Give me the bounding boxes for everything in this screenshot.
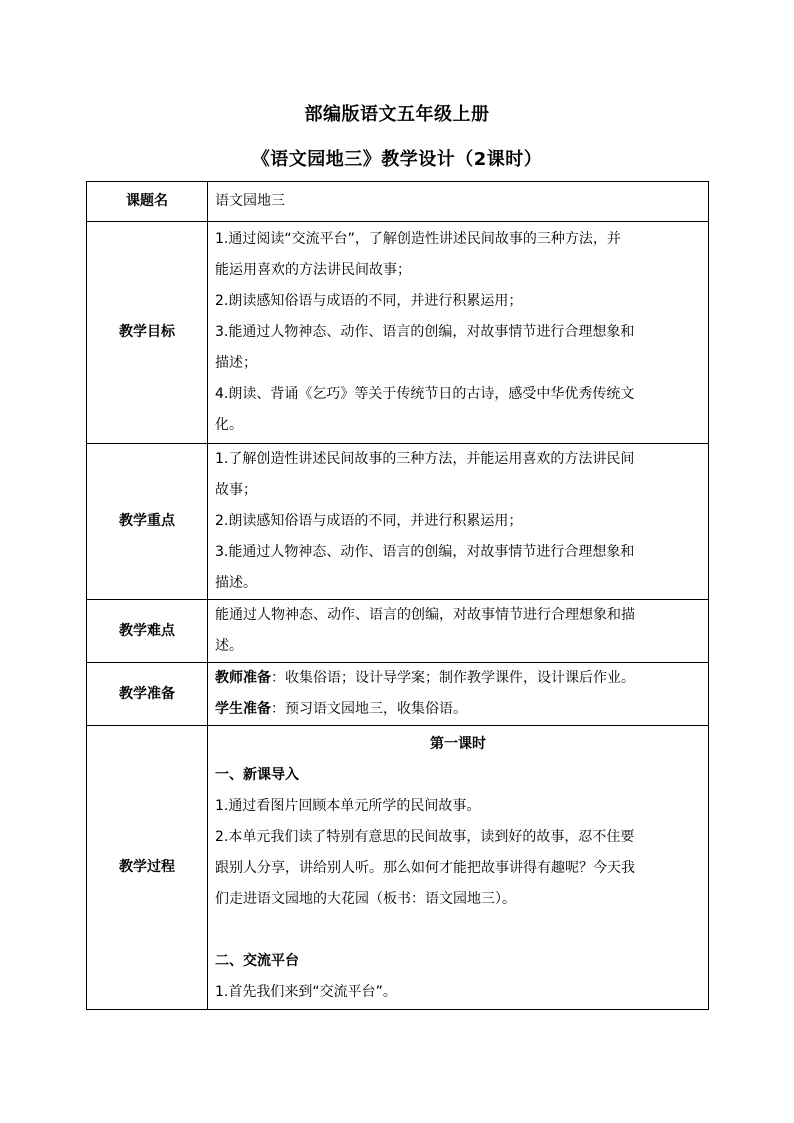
key-points-line: 描述。 — [215, 575, 257, 591]
topic-label: 课题名 — [87, 182, 208, 222]
teacher-preparation-text: ：收集俗语；设计导学案；制作教学课件，设计课后作业。 — [271, 670, 635, 686]
key-points-label: 教学重点 — [87, 444, 208, 600]
key-points-line: 2.朗读感知俗语与成语的不同，并进行积累运用； — [215, 513, 523, 529]
section-title-intro: 一、新课导入 — [215, 767, 299, 783]
platform-line: 1.首先我们来到“交流平台”。 — [215, 984, 397, 1000]
table-row-topic — [87, 182, 709, 222]
preparation-label: 教学准备 — [87, 663, 208, 726]
lesson-title: 第一课时 — [430, 736, 486, 752]
difficulties-line: 能通过人物神态、动作、语言的创编，对故事情节进行合理想象和描 — [215, 607, 635, 623]
goals-label: 教学目标 — [87, 222, 208, 444]
lesson-plan-table — [86, 181, 709, 1010]
document-title: 部编版语文五年级上册 — [304, 104, 490, 125]
difficulties-label: 教学难点 — [87, 600, 208, 663]
goals-line: 化。 — [215, 417, 243, 433]
blank-line — [215, 915, 701, 946]
table-row-preparation — [87, 663, 709, 726]
goals-line: 4.朗读、背诵《乞巧》等关于传统节日的古诗，感受中华优秀传统文 — [215, 386, 635, 402]
teacher-preparation-label: 教师准备 — [215, 670, 271, 686]
process-label: 教学过程 — [87, 726, 208, 1010]
difficulties-line: 述。 — [215, 638, 243, 654]
student-preparation — [215, 694, 701, 725]
table-row-key-points — [87, 444, 709, 600]
process-content — [208, 726, 709, 1010]
goals-line: 3.能通过人物神态、动作、语言的创编，对故事情节进行合理想象和 — [215, 324, 635, 340]
table-row-difficulties — [87, 600, 709, 663]
key-points-line: 3.能通过人物神态、动作、语言的创编，对故事情节进行合理想象和 — [215, 544, 635, 560]
key-points-content — [208, 444, 709, 600]
intro-line: 跟别人分享，讲给别人听。那么如何才能把故事讲得有趣呢？今天我 — [215, 860, 635, 876]
preparation-content — [208, 663, 709, 726]
key-points-line: 故事； — [215, 482, 257, 498]
table-row-goals — [87, 222, 709, 444]
student-preparation-text: ：预习语文园地三，收集俗语。 — [271, 701, 467, 717]
teacher-preparation — [215, 663, 701, 694]
goals-line: 1.通过阅读“交流平台”，了解创造性讲述民间故事的三种方法，并 — [215, 231, 621, 247]
difficulties-content — [208, 600, 709, 663]
table-row-process — [87, 726, 709, 1010]
key-points-line: 1.了解创造性讲述民间故事的三种方法，并能运用喜欢的方法讲民间 — [215, 451, 635, 467]
goals-line: 2.朗读感知俗语与成语的不同，并进行积累运用； — [215, 293, 523, 309]
goals-content — [208, 222, 709, 444]
document-subtitle: 《语文园地三》教学设计（2课时） — [251, 149, 543, 170]
intro-line: 1.通过看图片回顾本单元所学的民间故事。 — [215, 798, 481, 814]
intro-line: 2.本单元我们读了特别有意思的民间故事，读到好的故事，忍不住要 — [215, 829, 635, 845]
student-preparation-label: 学生准备 — [215, 701, 271, 717]
goals-line: 描述； — [215, 355, 257, 371]
intro-line: 们走进语文园地的大花园（板书：语文园地三）。 — [215, 891, 516, 907]
section-title-platform: 二、交流平台 — [215, 953, 299, 969]
goals-line: 能运用喜欢的方法讲民间故事； — [215, 262, 411, 278]
topic-value: 语文园地三 — [208, 182, 709, 222]
